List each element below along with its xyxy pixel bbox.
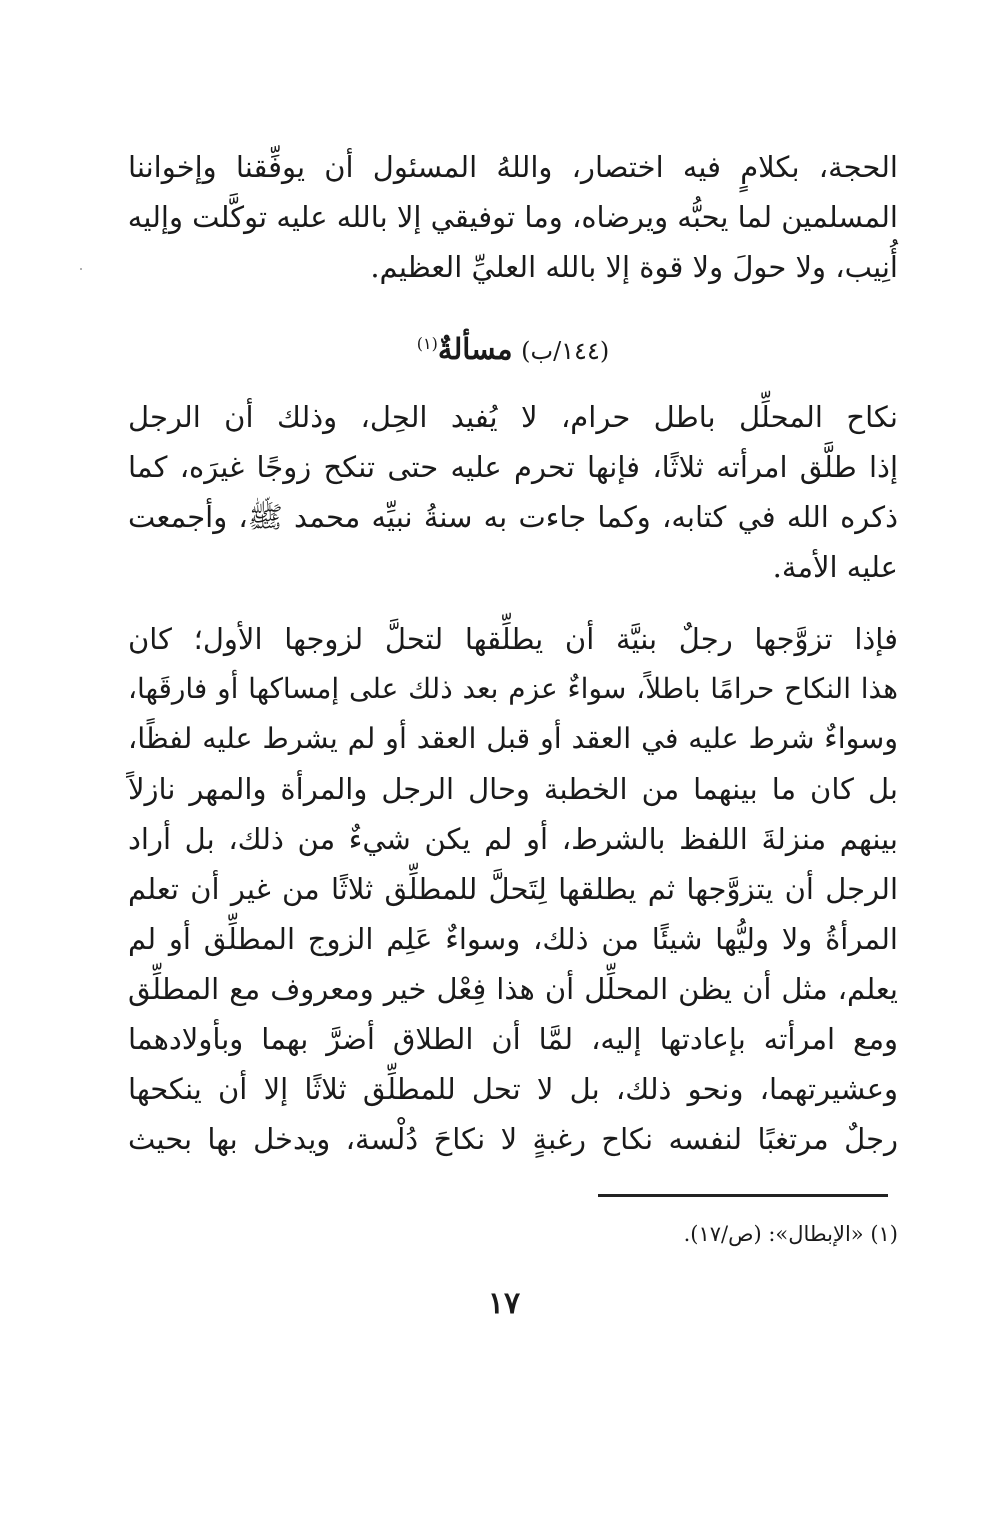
text-line: ومع امرأته بإعادتها إليه، لمَّا أن الطلاق أضرَّ بهما وبأولادهما (128, 1022, 898, 1056)
text-line: عليه الأمة. (772, 550, 898, 584)
text-line: الرجل أن يتزوَّجها ثم يطلقها لِتَحلَّ للمطلِّق ثلاثًا من غير أن تعلم (128, 872, 898, 906)
text-line: وعشيرتهما، ونحو ذلك، بل لا تحل للمطلِّق ثلاثًا إلا أن ينكحها (128, 1072, 898, 1106)
section-heading (128, 322, 898, 373)
text-line: الحجة، بكلامٍ فيه اختصار، واللهُ المسئول أن يوفِّقنا وإخواننا (128, 150, 898, 184)
folio-reference: (١٤٤/ب) (521, 337, 610, 365)
text-line: وسواءٌ شرط عليه في العقد أو قبل العقد أو لم يشرط عليه لفظًا، (128, 722, 898, 755)
footnote-divider (598, 1194, 888, 1197)
text-line: المسلمين لما يحبُّه ويرضاه، وما توفيقي إلا بالله عليه توكَّلت وإليه (127, 200, 898, 234)
text-line: هذا النكاح حرامًا باطلاً، سواءٌ عزم بعد ذلك على إمساكها أو فارقَها، (128, 672, 898, 705)
page-number: ١٧ (487, 1286, 521, 1321)
heading-title: مسألةٌ (437, 332, 513, 366)
text-line: ذكره الله في كتابه، وكما جاءت به سنةُ نبيِّه محمد ﷺ، وأجمعت (128, 500, 898, 534)
text-line: أُنِيب، ولا حولَ ولا قوة إلا بالله العليِّ العظيم. (370, 250, 898, 284)
text-line: فإذا تزوَّجها رجلٌ بنيَّة أن يطلِّقها لتحلَّ لزوجها الأول؛ كان (128, 622, 898, 656)
text-line: المرأةُ ولا وليُّها شيئًا من ذلك، وسواءٌ عَلِم الزوج المطلِّق أو لم (128, 922, 898, 956)
text-line: بينهم منزلةَ اللفظ بالشرط، أو لم يكن شيءٌ من ذلك، بل أراد (128, 822, 898, 856)
footnote: (١) «الإبطال»: (ص/١٧). (683, 1222, 898, 1246)
text-line: يعلم، مثل أن يظن المحلِّل أن هذا فِعْل خير ومعروف مع المطلِّق (128, 972, 898, 1006)
footnote-marker: (١) (416, 334, 438, 353)
text-line: رجلٌ مرتغبًا لنفسه نكاح رغبةٍ لا نكاحَ دُلْسة، ويدخل بها بحيث (128, 1122, 899, 1156)
text-line: إذا طلَّق امرأته ثلاثًا، فإنها تحرم عليه حتى تنكح زوجًا غيرَه، كما (128, 450, 898, 484)
scan-speck (80, 268, 82, 270)
text-line: نكاح المحلِّل باطل حرام، لا يُفيد الحِل، وذلك أن الرجل (128, 400, 898, 434)
text-line: بل كان ما بينهما من الخطبة وحال الرجل والمرأة والمهر نازلاً (128, 772, 898, 806)
